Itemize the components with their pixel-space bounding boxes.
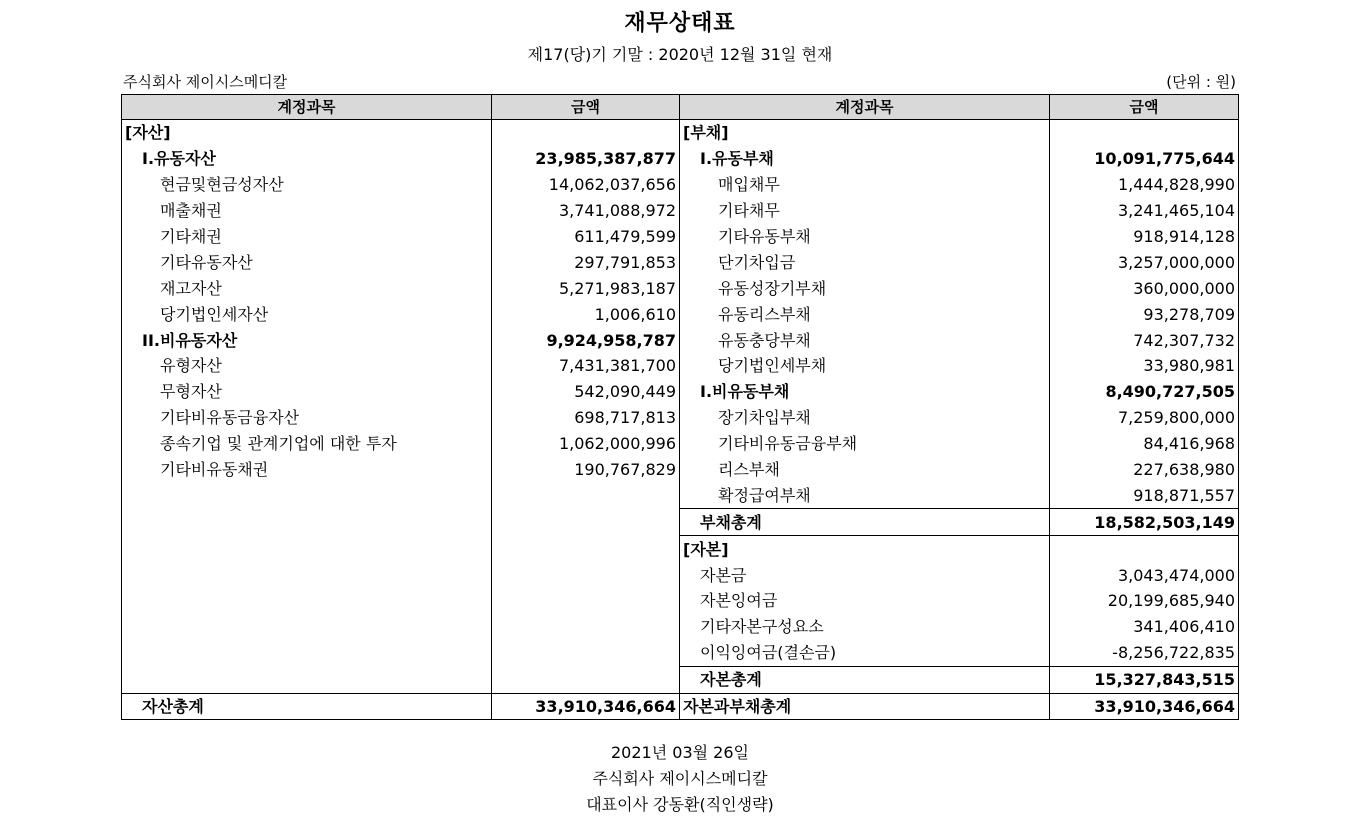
liability-item-value: 93,278,709: [1050, 301, 1239, 327]
header-row: [122, 95, 1239, 120]
liability-item-value: 918,871,557: [1050, 482, 1239, 508]
asset-item-label: 기타비유동금융자산: [122, 405, 492, 431]
noncurrent-liabilities-total: 8,490,727,505: [1050, 379, 1239, 405]
document-title: 재무상태표: [624, 11, 736, 36]
asset-item-label: 기타비유동채권: [122, 457, 492, 483]
footer-date: 2021년 03월 26일: [611, 743, 749, 762]
liability-item-value: 84,416,968: [1050, 431, 1239, 457]
equity-item-value: 341,406,410: [1050, 614, 1239, 640]
table-row: [122, 120, 1239, 146]
equity-item-value: -8,256,722,835: [1050, 640, 1239, 666]
liability-item-value: 1,444,828,990: [1050, 172, 1239, 198]
liability-item-label: 매입채무: [680, 172, 1050, 198]
asset-item-value: 1,062,000,996: [492, 431, 680, 457]
header-left-account: 계정과목: [122, 95, 492, 120]
period-subtitle: 제17(당)기 기말 : 2020년 12월 31일 현재: [527, 45, 833, 64]
table-row: [122, 666, 1239, 693]
liability-item-label: 단기차입금: [680, 249, 1050, 275]
company-name: 주식회사 제이시스메디칼: [123, 73, 288, 91]
table-row: [122, 379, 1239, 405]
liability-item-label: 기타유동부채: [680, 224, 1050, 250]
liability-item-value: 742,307,732: [1050, 327, 1239, 353]
asset-item-value: 5,271,983,187: [492, 275, 680, 301]
liability-item-value: 33,980,981: [1050, 353, 1239, 379]
table-row: [122, 588, 1239, 614]
current-assets-total: 23,985,387,877: [492, 146, 680, 172]
asset-item-value: 1,006,610: [492, 301, 680, 327]
liability-item-label: 장기차입부채: [680, 405, 1050, 431]
total-assets-label: 자산총계: [122, 693, 492, 720]
table-row: [122, 405, 1239, 431]
noncurrent-assets-total: 9,924,958,787: [492, 327, 680, 353]
liabilities-section-label: [부채]: [680, 120, 1050, 146]
footer-ceo: 대표이사 강동환(직인생략): [586, 795, 774, 814]
table-row: [122, 249, 1239, 275]
header-right-account: 계정과목: [680, 95, 1050, 120]
unit-label: (단위 : 원): [1166, 73, 1236, 91]
table-row: [122, 224, 1239, 250]
asset-item-value: 190,767,829: [492, 457, 680, 483]
noncurrent-assets-label: II.비유동자산: [122, 327, 492, 353]
table-row: [122, 482, 1239, 508]
table-row: [122, 431, 1239, 457]
liability-item-label: 확정급여부채: [680, 482, 1050, 508]
current-assets-label: I.유동자산: [122, 146, 492, 172]
total-liabilities-label: 부채총계: [680, 509, 1050, 536]
liability-item-label: 유동충당부채: [680, 327, 1050, 353]
asset-item-value: 611,479,599: [492, 224, 680, 250]
current-liabilities-label: I.유동부채: [680, 146, 1050, 172]
table-row: [122, 146, 1239, 172]
liability-item-label: 당기법인세부채: [680, 353, 1050, 379]
liability-item-value: 3,241,465,104: [1050, 198, 1239, 224]
equity-item-label: 이익잉여금(결손금): [680, 640, 1050, 666]
noncurrent-liabilities-label: I.비유동부채: [680, 379, 1050, 405]
liability-item-value: 7,259,800,000: [1050, 405, 1239, 431]
asset-item-label: 현금및현금성자산: [122, 172, 492, 198]
liability-item-label: 유동리스부채: [680, 301, 1050, 327]
liability-item-label: 리스부채: [680, 457, 1050, 483]
total-equity-label: 자본총계: [680, 666, 1050, 693]
table-row: [122, 172, 1239, 198]
total-liabilities-value: 18,582,503,149: [1050, 509, 1239, 536]
liability-item-value: 360,000,000: [1050, 275, 1239, 301]
asset-item-value: 698,717,813: [492, 405, 680, 431]
equity-item-value: 20,199,685,940: [1050, 588, 1239, 614]
liability-item-label: 기타비유동금융부채: [680, 431, 1050, 457]
table-row: [122, 562, 1239, 588]
asset-item-label: 기타채권: [122, 224, 492, 250]
asset-item-label: 당기법인세자산: [122, 301, 492, 327]
table-row: [122, 640, 1239, 666]
equity-item-label: 자본금: [680, 562, 1050, 588]
grand-total-label: 자본과부채총계: [680, 693, 1050, 720]
equity-section-label: [자본]: [680, 536, 1050, 562]
asset-item-label: 기타유동자산: [122, 249, 492, 275]
asset-item-label: 매출채권: [122, 198, 492, 224]
liability-item-label: 유동성장기부채: [680, 275, 1050, 301]
asset-item-value: 542,090,449: [492, 379, 680, 405]
asset-item-label: 무형자산: [122, 379, 492, 405]
table-row: [122, 614, 1239, 640]
table-row: [122, 301, 1239, 327]
header-right-amount: 금액: [1050, 95, 1239, 120]
table-row: [122, 693, 1239, 720]
asset-item-value: 14,062,037,656: [492, 172, 680, 198]
total-assets-value: 33,910,346,664: [492, 693, 680, 720]
liability-item-value: 3,257,000,000: [1050, 249, 1239, 275]
asset-item-label: 재고자산: [122, 275, 492, 301]
assets-section-label: [자산]: [122, 120, 492, 146]
asset-item-label: 종속기업 및 관계기업에 대한 투자: [122, 431, 492, 457]
table-row: [122, 536, 1239, 562]
table-row: [122, 353, 1239, 379]
balance-sheet-table: [121, 94, 1239, 720]
liability-item-label: 기타채무: [680, 198, 1050, 224]
equity-item-label: 기타자본구성요소: [680, 614, 1050, 640]
liability-item-value: 227,638,980: [1050, 457, 1239, 483]
table-row: [122, 275, 1239, 301]
liability-item-value: 918,914,128: [1050, 224, 1239, 250]
asset-item-value: 7,431,381,700: [492, 353, 680, 379]
header-left-amount: 금액: [492, 95, 680, 120]
table-row: [122, 509, 1239, 536]
asset-item-value: 297,791,853: [492, 249, 680, 275]
grand-total-value: 33,910,346,664: [1050, 693, 1239, 720]
equity-item-value: 3,043,474,000: [1050, 562, 1239, 588]
table-row: [122, 457, 1239, 483]
asset-item-label: 유형자산: [122, 353, 492, 379]
table-row: [122, 327, 1239, 353]
total-equity-value: 15,327,843,515: [1050, 666, 1239, 693]
current-liabilities-total: 10,091,775,644: [1050, 146, 1239, 172]
equity-item-label: 자본잉여금: [680, 588, 1050, 614]
asset-item-value: 3,741,088,972: [492, 198, 680, 224]
table-row: [122, 198, 1239, 224]
footer-company: 주식회사 제이시스메디칼: [592, 769, 768, 788]
